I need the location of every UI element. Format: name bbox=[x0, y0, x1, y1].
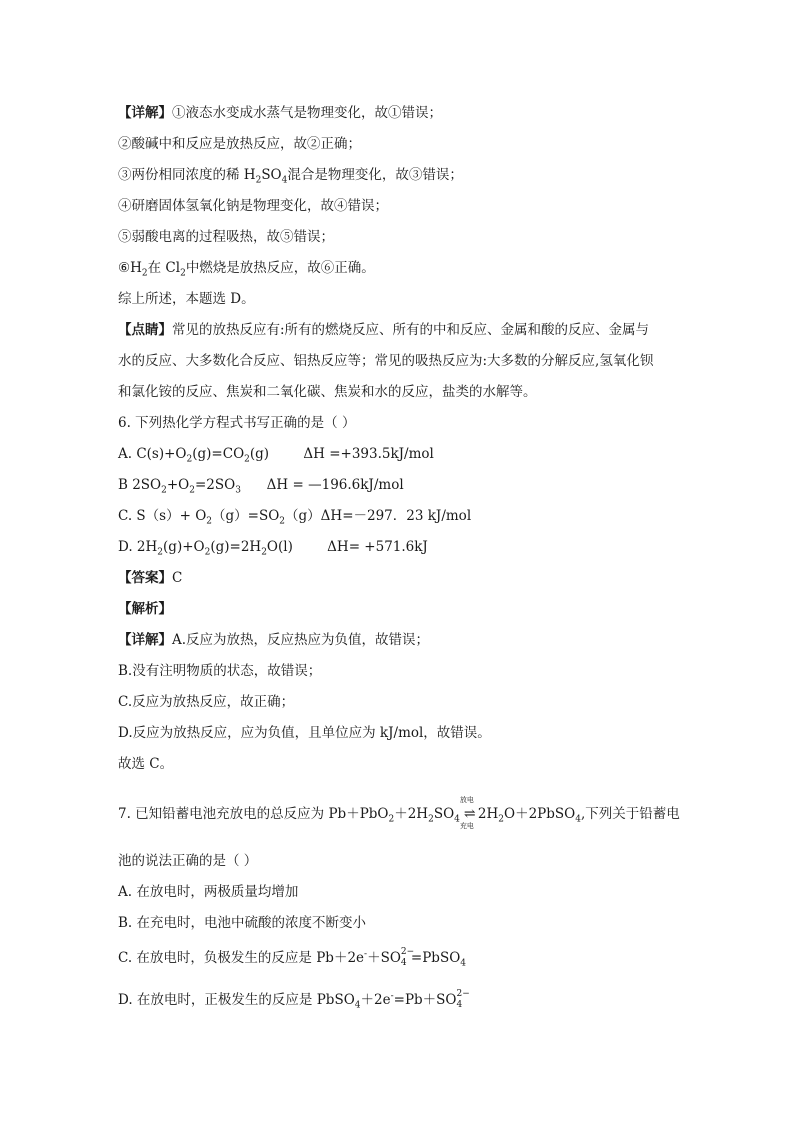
detail-line-5: ⑤弱酸电离的过程吸热，故⑤错误； bbox=[118, 229, 334, 245]
q7-stem-line-1: 7. 已知铅蓄电池充放电的总反应为 $Pb+PbO_2+2H_2SO_4$ 放电 ⇌ 充电 $2H_2O+2PbSO_4$,下列关于铅蓄电 bbox=[118, 795, 680, 830]
q7-option-d: D. 在放电时，正极发生的反应是 PbSO$_4$＋2e-=Pb＋SO 2− 4 bbox=[118, 988, 470, 1011]
tip-line-2: 水的反应、大多数化合反应、铝热反应等；常见的吸热反应为:大多数的分解反应,氢氧化钡 bbox=[118, 353, 654, 369]
q6-explain-1: 【详解】A.反应为放热，反应热应为负值，故错误； bbox=[118, 632, 430, 648]
detail-summary: 综上所述，本题选 D。 bbox=[118, 291, 255, 307]
sulfate-charge: 2− 4 bbox=[456, 988, 470, 1010]
q6-answer bbox=[118, 568, 182, 588]
q6-stem: 6. 下列热化学方程式书写正确的是（ ） bbox=[118, 415, 356, 431]
q6-explain-4: D.反应为放热反应，应为负值，且单位应为 kJ/mol，故错误。 bbox=[118, 725, 491, 741]
detail-label: 【详解】 bbox=[118, 105, 172, 121]
q6-analysis-label: 【解析】 bbox=[118, 601, 172, 617]
detail-line-2: ②酸碱中和反应是放热反应，故②正确； bbox=[118, 136, 361, 152]
detail-line-6: $⑥H_2$在 $Cl_2$中燃烧是放热反应，故⑥正确。 bbox=[118, 260, 375, 279]
detail-line-1: 【详解】①液态水变成水蒸气是物理变化，故①错误； bbox=[118, 105, 442, 121]
q7-option-a: A. 在放电时，两极质量均增加 bbox=[118, 884, 299, 900]
sulfate-charge: 2− 4 bbox=[400, 946, 415, 968]
q7-option-c: C. 在放电时，负极发生的反应是 Pb＋2e-＋SO 2− 4 =PbSO$_4$ bbox=[118, 946, 466, 969]
detail-line-3: ③两份相同浓度的稀 $H_2SO_4$混合是物理变化，故③错误； bbox=[118, 167, 463, 186]
q7-option-b: B. 在充电时，电池中硫酸的浓度不断变小 bbox=[118, 915, 367, 931]
q6-option-d: D. $2H_2(g)+O_2(g)=2H_2O(l)$ ΔH= +571.6kJ bbox=[118, 539, 428, 558]
answer-label: 【答案】 bbox=[118, 570, 172, 586]
tip-line-1: 【点睛】常见的放热反应有:所有的燃烧反应、所有的中和反应、金属和酸的反应、金属与 bbox=[118, 322, 650, 338]
answer-value: C bbox=[172, 570, 183, 586]
q6-detail-label: 【详解】 bbox=[118, 632, 172, 648]
equilibrium-arrow: 放电 ⇌ 充电 bbox=[459, 795, 476, 830]
tip-line-3: 和氯化铵的反应、焦炭和二氧化碳、焦炭和水的反应，盐类的水解等。 bbox=[118, 384, 537, 400]
q6-explain-2: B.没有注明物质的状态，故错误； bbox=[118, 663, 322, 679]
q6-option-c: C. $S(s)+ O_2(g)=SO_2(g)\Delta H=-297$．23 kJ/mol bbox=[118, 508, 472, 527]
tip-label: 【点睛】 bbox=[118, 322, 172, 338]
q6-explain-3: C.反应为放热反应，故正确； bbox=[118, 694, 295, 710]
q6-conclusion: 故选 C。 bbox=[118, 756, 174, 772]
q6-option-b: B $2SO_2+O_2=2SO_3$ ΔH = —196.6kJ/mol bbox=[118, 477, 404, 496]
detail-line-4: ④研磨固体氢氧化钠是物理变化，故④错误； bbox=[118, 198, 388, 214]
q7-stem-line-2: 池的说法正确的是（ ） bbox=[118, 853, 258, 869]
q6-option-a: A. $C(s)+O_2(g)=CO_2(g)$ ΔH =+393.5kJ/mol bbox=[118, 446, 434, 465]
